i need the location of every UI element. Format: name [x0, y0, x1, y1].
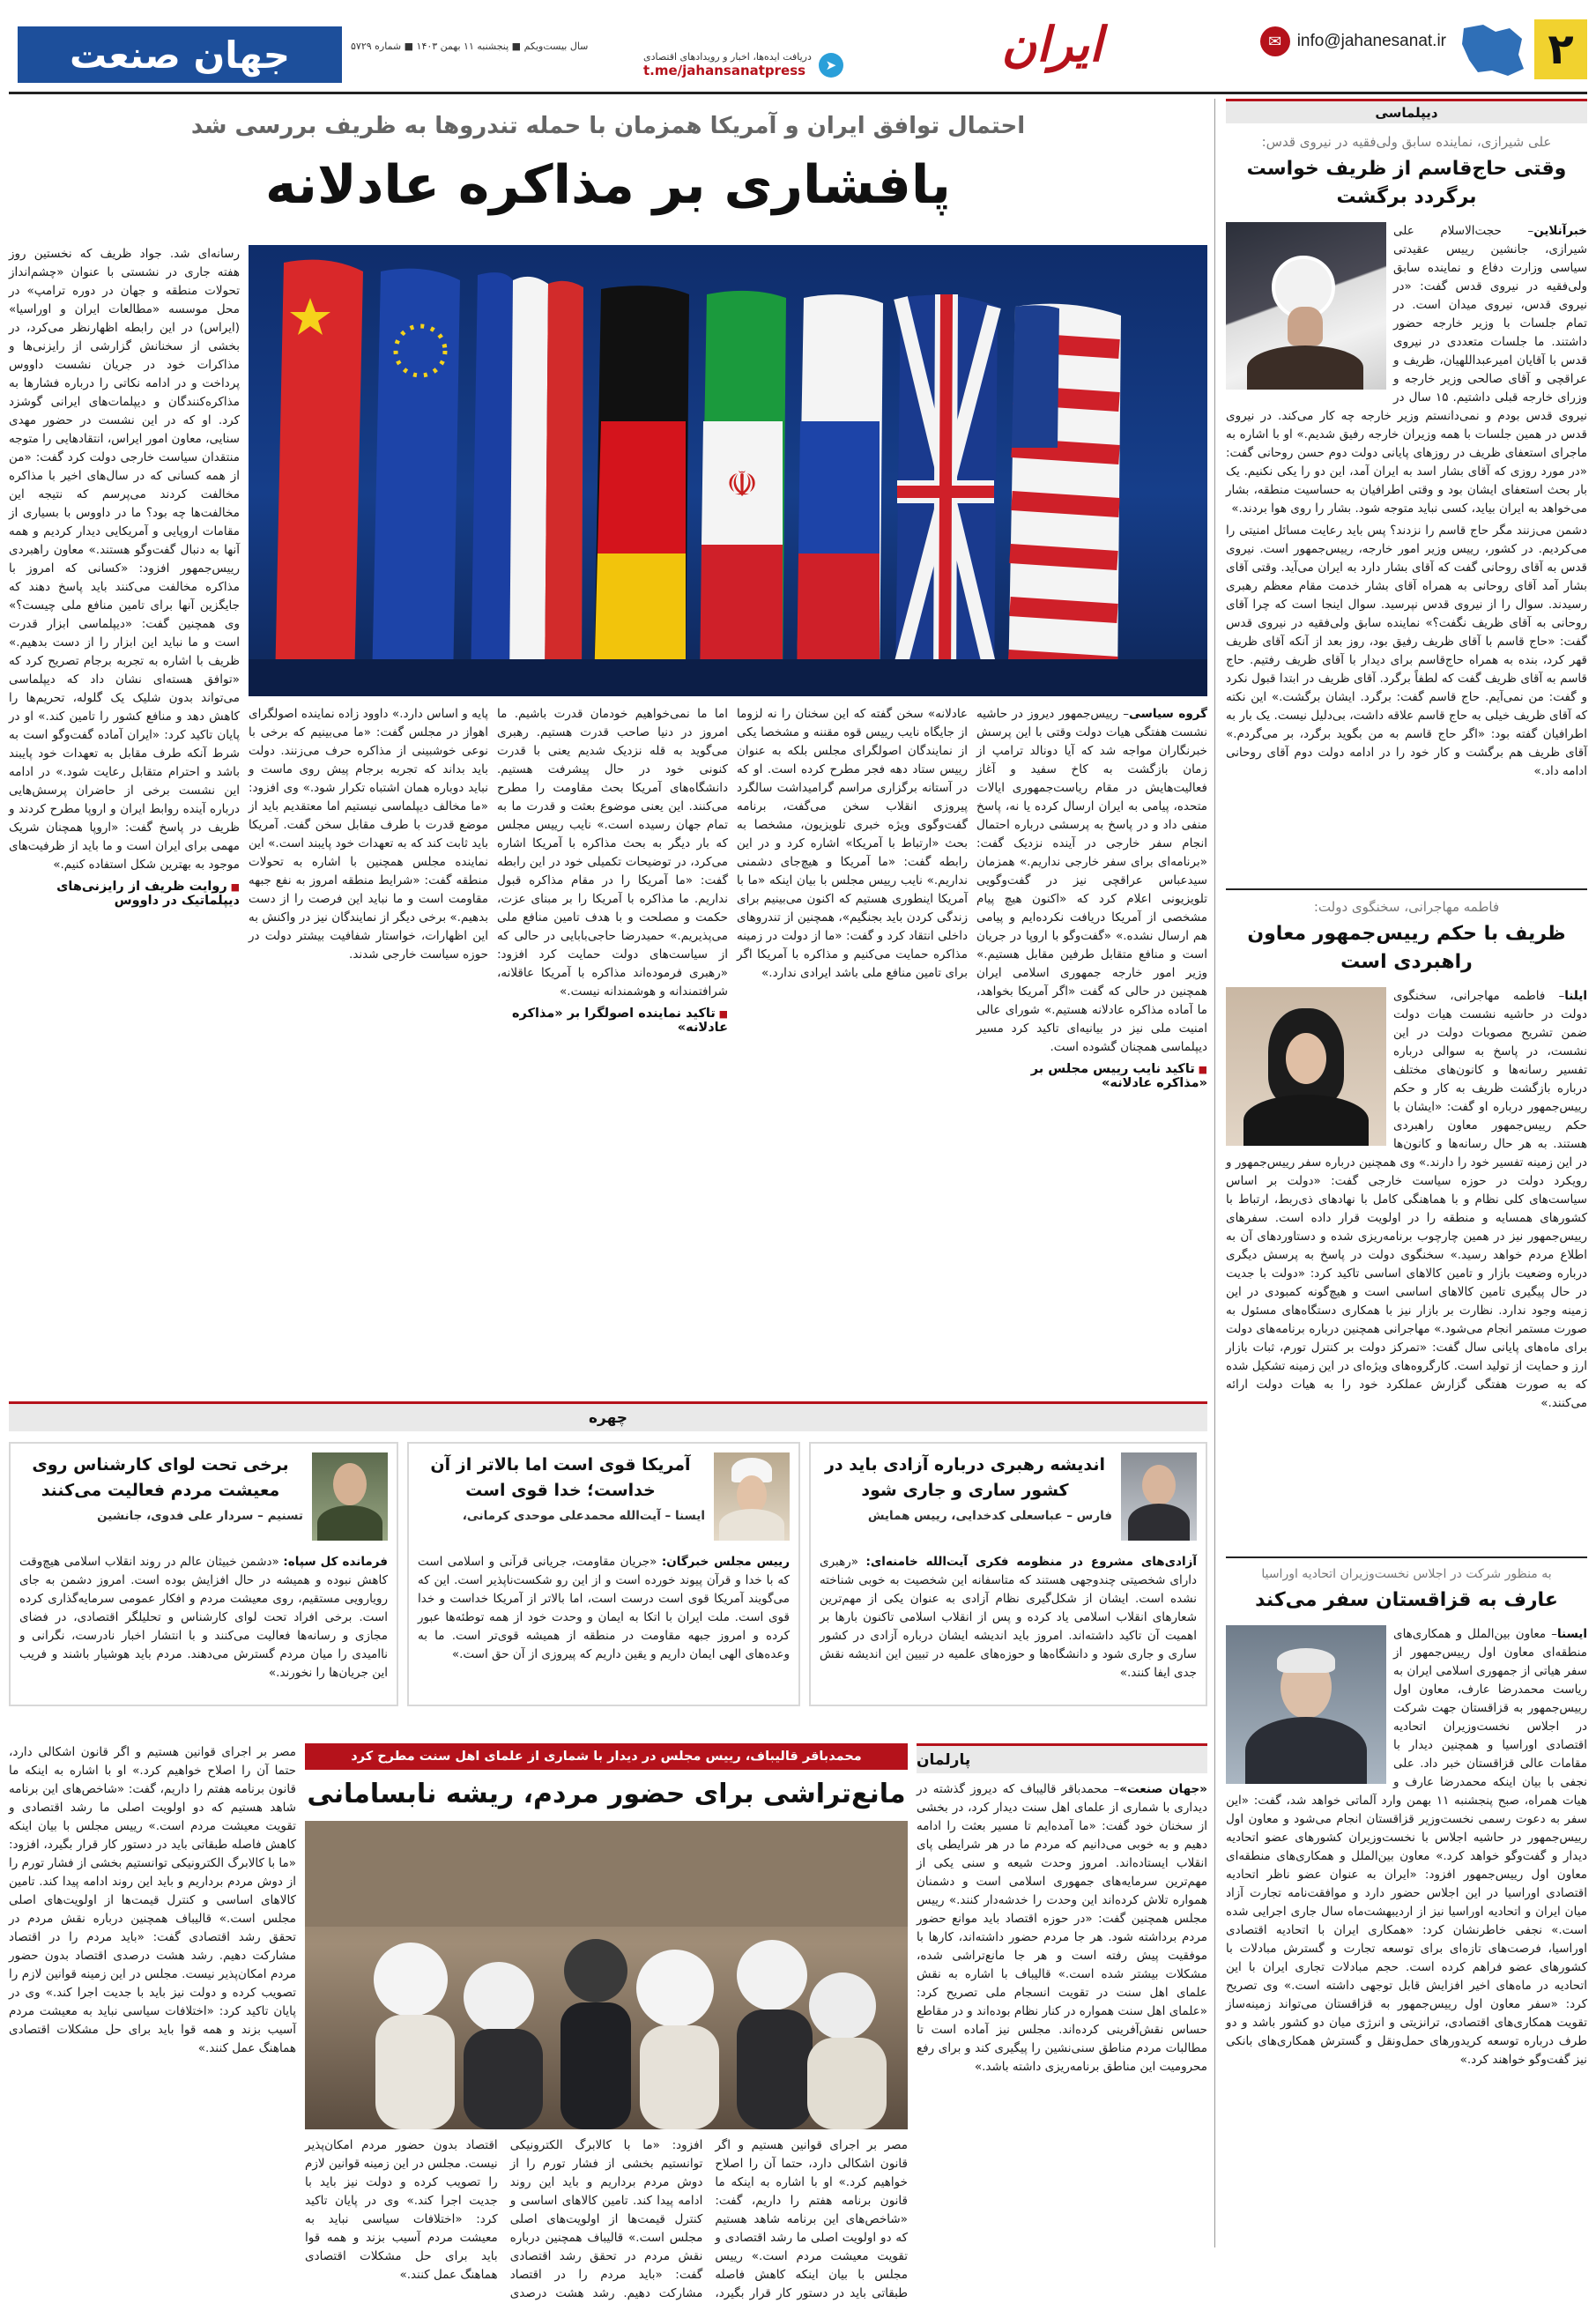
mohajerani-photo	[1226, 987, 1386, 1146]
parliament-lower-text-body: مصر بر اجرای قوانین هستیم و اگر قانون اشکالی دارد، حتما آن را اصلاح خواهیم کرد.» او با اشاره به اینکه ما قانون برنامه هفتم را داریم، گفت: «شاخص‌های این برنامه شاهد هستیم که دو اولویت اصلی ما رشد اقتصادی و تقویت معیشت مردم است.» رییس مجلس با بیان اینکه کاهش فاصله طبقاتی باید در دستور کار قرار بگیرد، افزود: «ما با کالابرگ الکترونیکی توانستیم بخشی از فشار تورم را از دوش مردم برداریم و باید این روند ادامه پیدا کند. تامین کالاهای اساسی و کنترل قیمت‌ها از اولویت‌های اصلی مجلس است.» قالیباف همچنین درباره نقش مردم در تحقق رشد اقتصادی گفت: «باید مردم را در اقتصاد مشارکت دهیم. رشد هشت درصدی اقتصاد بدون حضور مردم امکان‌پذیر نیست. مجلس در این زمینه قوانین لازم را تصویب کرده و دولت نیز باید با جدیت اجرا کند.» وی در پایان تاکید کرد: «اختلافات سیاسی نباید به معیشت مردم آسیب بزند و همه قوا باید برای حل مشکلات اقتصادی هماهنگ عمل کنند.»	[305, 2138, 908, 2300]
aref-photo	[1226, 1625, 1386, 1784]
email-text[interactable]: info@jahanesanat.ir	[1296, 32, 1446, 50]
page-number-box	[1534, 19, 1587, 79]
face-card-1-photo	[1121, 1452, 1197, 1541]
mohajerani-section	[1226, 888, 1587, 1551]
main-col-2	[737, 705, 968, 1366]
parliament-photo	[305, 1821, 908, 2129]
main-subhead-1: ■ تاکید نایب رییس مجلس بر «مذاکره عادلانه»	[976, 1062, 1207, 1090]
diplomacy-title: وقتی حاج‌قاسم از ظریف خواست برگردد برگشت	[1246, 158, 1567, 208]
face-card-3-lead: فرمانده کل سپاه:	[283, 1555, 388, 1569]
main-col-4-text: پایه و اساس دارد.» داوود زاده نماینده اصولگرای اهواز در مجلس گفت: «ما می‌بینیم که برخی با نوعی خوشبینی از مذاکره حرف می‌زنند. دولت باید بداند که تجربه برجام پیش روی ماست و نباید دوباره همان اشتباه تکرار شود.» وی افزود: «ما مخالف دیپلماسی نیستیم اما معتقدیم باید از موضع قدرت با طرف مقابل سخن گفت. آمریکا باید ثابت کند که به تعهدات خود پایبند است.» این نماینده مجلس همچنین با اشاره به تحولات منطقه گفت: «شرایط منطقه امروز به نفع جبهه مقاومت است و ما نباید این فرصت را از دست بدهیم.» برخی دیگر از نمایندگان نیز در واکنش به این اظهارات، خواستار شفافیت بیشتر دولت در حوزه سیاست خارجی شدند.	[249, 707, 488, 962]
face-card-1-lead: آزادی‌های مشروع در منظومه فکری آیت‌الله خامنه‌ای:	[865, 1555, 1197, 1569]
face-card-3-photo	[312, 1452, 388, 1541]
main-subhead-2: ■ تاکید نماینده اصولگرا بر «مذاکره عادلانه»	[497, 1007, 728, 1035]
face-card-2-photo	[714, 1452, 790, 1541]
face-card-3-body: «دشمن خبیثان عالم در روند انقلاب اسلامی هیچ‌وقت کاهش نبوده و همیشه در حال افزایش بوده است. امروز دشمن به جای رویارویی مستقیم، روی معیشت مردم و افکار عمومی سرمایه‌گذاری کرده است. برخی افراد تحت لوای کارشناس و تحلیلگر اقتصادی، در فضای مجازی و رسانه‌ها فعالیت می‌کنند و با انتشار اخبار نادرست، نگرانی و ناامیدی را میان مردم گسترش می‌دهند. مردم باید هوشیار باشند و فریب این جریان‌ها را نخورند.»	[19, 1555, 388, 1680]
page-header	[0, 0, 1596, 88]
parliament-illustration	[305, 1821, 908, 2129]
faces-label: چهره	[9, 1401, 1207, 1431]
svg-text:☫: ☫	[726, 464, 758, 505]
face-card-2-lead: رییس مجلس خبرگان:	[661, 1555, 791, 1569]
masthead-title: جهان صنعت	[69, 33, 291, 77]
parliament-col-right	[917, 1780, 1207, 2247]
diplomacy-kicker: علی شیرازی، نماینده سابق ولی‌فقیه در نیروی قدس:	[1261, 134, 1552, 150]
email-block	[1260, 26, 1446, 56]
main-col-4	[249, 705, 488, 1366]
aref-kicker: به منظور شرکت در اجلاس نخست‌وزیران اتحادیه اوراسیا	[1261, 1567, 1552, 1581]
face-card-1-title: اندیشه رهبری درباره آزادی باید در کشور ساری و جاری شود	[824, 1455, 1106, 1500]
main-col-3	[497, 705, 728, 1366]
main-col-2-text: عادلانه» سخن گفته که این سخنان را نه لزوما از جایگاه نایب رییس قوه مقننه و مشخصا یکی از نمایندگان اصولگرای مجلس بلکه به عنوان رییس ستاد دهه فجر مطرح کرده است. او که در آستانه برگزاری مراسم گرامیداشت سالگرد پیروزی انقلاب سخن می‌گفت، برنامه گفت‌وگوی ویژه خبری تلویزیون، مشخصا به بحث «ارتباط با آمریکا» اشاره کرد و در این رابطه گفت: «ما آمریکا و هیچ‌جای دشمنی نداریم.» نایب رییس مجلس با بیان اینکه «ما با آمریکا اینطوری هستیم که اکنون می‌بینیم برای زندگی کردن باید بجنگیم»، همچنین از تندروهای داخلی انتقاد کرد و گفت: «ما از دولت در زمینه مذاکره حمایت می‌کنیم و مذاکره با آمریکا اگر برای تامین منافع ملی باشد ایرادی ندارد.»	[737, 707, 968, 980]
masthead	[18, 26, 342, 83]
parliament-label-box	[917, 1743, 1207, 1773]
face-card-2-source: ایسنا – آیت‌الله محمدعلی موحدی کرمانی،	[462, 1509, 705, 1523]
flags-photo	[249, 245, 1207, 696]
main-col-5-text: رسانه‌ای شد. جواد ظریف که نخستین روز هفته جاری در نشستی با عنوان «چشم‌انداز تحولات منطقه و جهان در دوره ترامپ» در محل موسسه «مطالعات ایران و اوراسیا» (ایراس) در این رابطه اظهارنظر می‌کرد، در بخشی از سخنانش گزارشی از رایزنی‌ها و مذاکرات خود در جریان نشست داووس پرداخت و در ادامه نکاتی را درباره فشارها به مذاکره‌کنندگان و دیپلمات‌های ایرانی گوشزد کرد. او که در این نشست در حضور مهدی سنایی، معاون امور ایراس، انتقادهایی را متوجه منتقدان سیاست خارجی دولت کرد گفت: «من از همه کسانی که در سال‌های اخیر با مذاکره مخالفت کردند می‌پرسم که نتیجه این مخالفت‌ها چه بود؟ ما در داووس با بسیاری از مقامات اروپایی و آمریکایی دیدار کردیم و همه آنها به دنبال گفت‌وگو هستند.» معاون راهبردی رییس‌جمهور افزود: «کسانی که امروز با مذاکره مخالفت می‌کنند باید پاسخ دهند که جایگزین آنها برای تامین منافع ملی چیست؟» وی همچنین گفت: «دیپلماسی ابزار قدرت است و ما نباید این ابزار را از دست بدهیم.» ظریف با اشاره به تجربه برجام تصریح کرد که «توافق هسته‌ای نشان داد که دیپلماسی می‌تواند بدون شلیک یک گلوله، تحریم‌ها را کاهش دهد و منافع کشور را تامین کند.» او در پایان تاکید کرد: «ایران آماده گفت‌وگو است به شرط آنکه طرف مقابل به تعهدات خود پایبند باشد و احترام متقابل رعایت شود.» در ادامه این نشست برخی از حاضران پرسش‌هایی درباره آینده روابط ایران و اروپا مطرح کردند و ظریف در پاسخ گفت: «اروپا همچنان شریک مهمی برای ایران است و ما باید از ظرفیت‌های موجود به بهترین شکل استفاده کنیم.»	[9, 247, 240, 872]
parliament-col-left-text: مصر بر اجرای قوانین هستیم و اگر قانون اشکالی دارد، حتما آن را اصلاح خواهیم کرد.» او با اشاره به اینکه ما قانون برنامه هفتم را داریم، گفت: «شاخص‌های این برنامه شاهد هستیم که دو اولویت اصلی ما رشد اقتصادی و تقویت معیشت مردم است.» رییس مجلس با بیان اینکه کاهش فاصله طبقاتی باید در دستور کار قرار بگیرد، افزود: «ما با کالابرگ الکترونیکی توانستیم بخشی از فشار تورم را از دوش مردم برداریم و باید این روند ادامه پیدا کند. تامین کالاهای اساسی و کنترل قیمت‌ها از اولویت‌های اصلی مجلس است.» قالیباف همچنین درباره نقش مردم در تحقق رشد اقتصادی گفت: «باید مردم را در اقتصاد مشارکت دهیم. رشد هشت درصدی اقتصاد بدون حضور مردم امکان‌پذیر نیست. مجلس در این زمینه قوانین لازم را تصویب کرده و دولت نیز باید با جدیت اجرا کند.» وی در پایان تاکید کرد: «اختلافات سیاسی نباید به معیشت مردم آسیب بزند و همه قوا باید برای حل مشکلات اقتصادی هماهنگ عمل کنند.»	[9, 1745, 296, 2055]
mohajerani-kicker: فاطمه مهاجرانی، سخنگوی دولت:	[1313, 899, 1500, 915]
face-card-2	[407, 1442, 800, 1706]
aref-title: عارف به قزاقستان سفر می‌کند	[1255, 1589, 1558, 1611]
aref-body: – معاون بین‌الملل و همکاری‌های منطقه‌ای معاون اول رییس‌جمهور از سفر هیاتی از جمهوری اسلامی ایران به ریاست محمدرضا عارف، معاون اول رییس‌جمهور به قزاقستان جهت شرکت در اجلاس نخست‌وزیران اتحادیه اقتصادی اوراسیا و همچنین دیدار با مقامات عالی قزاقستان خبر داد. علی نجفی با بیان اینکه محمدرضا عارف و هیات همراه، صبح پنجشنبه ۱۱ بهمن وارد آلماتی خواهد شد، گفت: «این سفر به دعوت رسمی نخست‌وزیر قزاقستان انجام می‌شود و معاون اول رییس‌جمهور در حاشیه اجلاس با نخست‌وزیران کشورهای عضو اتحادیه دیدار و گفت‌وگو خواهد کرد.» معاون بین‌الملل و همکاری‌های منطقه‌ای معاون اول رییس‌جمهور افزود: «ایران به عنوان عضو ناظر اتحادیه اقتصادی اوراسیا در این اجلاس حضور دارد و موافقت‌نامه تجارت آزاد میان ایران و اتحادیه اوراسیا نیز از اردیبهشت‌ماه سال جاری اجرایی شده است.» نجفی خاطرنشان کرد: «همکاری ایران با اتحادیه اقتصادی اوراسیا، فرصت‌های تازه‌ای برای توسعه تجارت و گسترش مبادلات با کشورهای عضو فراهم کرده است. حجم مبادلات تجاری ایران با این اتحادیه در ماه‌های اخیر افزایش قابل توجهی داشته است.» وی تصریح کرد: «سفر معاون اول رییس‌جمهور به قزاقستان می‌تواند زمینه‌ساز تقویت همکاری‌های اقتصادی، ترانزیتی و انرژی میان دو کشور باشد و دو طرف درباره توسعه کریدورهای حمل‌ونقل و گسترش همکاری‌های بانکی نیز گفت‌وگو خواهند کرد.»	[1226, 1627, 1587, 2067]
header-rule	[9, 92, 1587, 94]
parliament-col-left	[9, 1743, 296, 2247]
face-card-3-source: تسنیم – سردار علی فدوی، جانشین	[97, 1509, 303, 1523]
diplomacy-lead: خبرآنلاین	[1533, 224, 1587, 238]
telegram-text: دریافت ایده‌ها، اخبار و رویدادهای اقتصادی	[643, 51, 812, 63]
parliament-col-right-text: – محمدباقر قالیباف که دیروز گذشته در دیداری با شماری از علمای اهل سنت دیدار کرد، در بخشی از سخنان خود گفت: «ما آمده‌ایم تا مسیر بعثت را ادامه دهیم و به خوبی می‌دانیم که مردم ما در هر شرایطی پای انقلاب ایستاده‌اند. امروز وحدت شیعه و سنی یکی از مهم‌ترین سرمایه‌های جمهوری اسلامی است و دشمنان همواره تلاش کرده‌اند این وحدت را خدشه‌دار کنند.» رییس مجلس همچنین گفت: «در حوزه اقتصاد باید موانع حضور مردم برداشته شود. هر جا مردم حضور داشته‌اند، کارها با موفقیت پیش رفته است و هر جا مانع‌تراشی شده، مشکلات بیشتر شده است.» قالیباف با اشاره به نقش علمای اهل سنت در تقویت انسجام ملی تصریح کرد: «علمای اهل سنت همواره در کنار نظام بوده‌اند و در مقاطع حساس نقش‌آفرینی کرده‌اند. مجلس نیز آماده است تا مطالبات مردم مناطق سنی‌نشین را پیگیری کند و برای رفع محرومیت این مناطق برنامه‌ریزی داشته باشد.»	[917, 1782, 1207, 2074]
page-number: ۲	[1548, 25, 1574, 74]
main-col-1	[976, 705, 1207, 1366]
face-card-3	[9, 1442, 398, 1706]
face-card-1	[809, 1442, 1207, 1706]
diplomacy-section	[1226, 99, 1587, 883]
mohajerani-title: ظریف با حکم رییس‌جمهور معاون راهبردی است	[1247, 923, 1566, 973]
parliament-lower-text	[305, 2136, 908, 2300]
telegram-link[interactable]: t.me/jahansanatpress	[643, 63, 806, 78]
diplomacy-body-2: دشمن می‌زنند مگر حاج قاسم را نزدند؟ پس باید رعایت مسائل امنیتی را می‌کردیم. در کشور، رییس وزیر امور خارجه، رییس‌جمهور است. نیروی قدس به آقای روحانی گفت که آقای بشار دارد به ایران می‌آید. وقتی آقای بشار آمد آقای روحانی به همراه آقای بشار خدمت مقام معظم رهبری رسیدند. سوال را از نیروی قدس نپرسید. سوال اینجا است که چرا آقای روحانی به آقای ظریف نگفت؟» نماینده سابق ولی‌فقیه در نیروی قدس گفت: «حاج قاسم با آقای ظریف رفیق بود، روز بعد از آنکه آقای ظریف قهر کرد، بنده به همراه حاج‌قاسم برای دیدار با آقای ظریف رفتیم. حاج قاسم به آقای ظریف گفت که لطفاً برگرد. آقای ظریف در ابتدا قبول نکرد و گفت: من نمی‌آیم. حاج قاسم گفت: برگرد. ایشان برگشت.» این نکته که آقای ظریف خیلی به حاج قاسم علاقه داشت، بی‌دلیل نیست. یک بار به اطرافیان گفته بود: «اگر حاج قاسم به من بگوید برگرد، بر می‌گردم.» آقای ظریف هم برگشت و کار خود را در ادامه دولت دوم آقای روحانی ادامه داد.»	[1226, 524, 1587, 778]
flags-illustration	[249, 245, 1207, 696]
diplomacy-photo	[1226, 222, 1386, 390]
parliament-label: پارلمان	[917, 1750, 971, 1769]
main-col-1-text: – رییس‌جمهور دیروز در حاشیه نشست هفتگی هیات دولت وقتی با این پرسش خبرنگاران مواجه شد که آیا دونالد ترامپ از زمان بازگشت به کاخ سفید و آغاز فعالیت‌هایش در مقام ریاست‌جمهوری ایالات متحده، پیامی به ایران ارسال کرده یا نه، پاسخ منفی داد و در پاسخ به پرسشی درباره احتمال انجام سفر خارجی در آینده نزدیک گفت: «برنامه‌ای برای سفر خارجی نداریم.» همزمان سیدعباس عراقچی نیز در گفت‌وگویی تلویزیونی اعلام کرد که «اکنون هیچ پیام مشخصی از آمریکا دریافت نکرده‌ایم و پیامی هم ارسال نشده.» «گفت‌وگو با اروپا در جریان است و منافع متقابل طرفین مقابل هستیم.» وزیر امور خارجه جمهوری اسلامی ایران همچنین در حالی که گفت «اگر آمریکا بخواهد، ما آماده مذاکره عادلانه هستیم.» شورای عالی امنیت ملی نیز در بیانیه‌ای تاکید کرد مسیر دیپلماسی همچنان گشوده است.	[976, 707, 1207, 1054]
face-card-1-source: فارس – عباسعلی کدخدایی، رییس همایش	[867, 1509, 1112, 1523]
issue-info: سال بیست‌ویکم ■ پنجشنبه ۱۱ بهمن ۱۴۰۳ ■ شماره ۵۷۲۹	[351, 41, 589, 52]
section-name: ایران	[1001, 16, 1102, 72]
diplomacy-body-1: – حجت‌الاسلام علی شیرازی، جانشین رییس عقیدتی سیاسی وزارت دفاع و نماینده سابق ولی‌فقیه در نیروی قدس گفت: «در نیروی قدس، نیروی میدان است. در تمام جلسات با وزیر خارجه حضور داشتند. ما جلسات متعددی در نیروی قدس با آقایان امیرعبداللهیان، ظریف و عراقچی و آقای صالحی وزیر خارجه و وزرای خارجه قبلی داشتیم. ۱۵ سال در نیروی قدس بودم و نمی‌دانستم وزیر خارجه چه کار می‌کند. در نیروی قدس در همین جلسات با همه وزیران خارجه رفیق شدیم.» او با اشاره به ماجرای استعفای ظریف در روزهای پایانی دولت دوم حسن روحانی گفت: «در مورد روزی که آقای بشار اسد به ایران آمد، این دو را یکی نکنیم. یک بار بحث استعفای ایشان بود و وقتی اطرافیان به حساسیت منطقه، بشار می‌خواهد به ایران بیاید، کسی نباید متوجه شود. بشار را روی هوا بردند.»	[1226, 224, 1587, 516]
face-card-3-title: برخی تحت لوای کارشناس روی معیشت مردم فعالیت می‌کنند	[32, 1455, 289, 1500]
envelope-icon: ✉	[1260, 26, 1290, 56]
column-divider	[1214, 99, 1215, 2247]
telegram-icon: ➤	[819, 53, 843, 78]
main-title: پافشاری بر مذاکره عادلانه	[265, 154, 951, 216]
main-col-5	[9, 245, 240, 1366]
main-kicker: احتمال توافق ایران و آمریکا همزمان با حمله تندروها به ظریف بررسی شد	[190, 113, 1026, 139]
face-card-2-body: «جریان مقاومت، جریانی قرآنی و اسلامی است که با خدا و قرآن پیوند خورده است و از این رو شکست‌ناپذیر است. این که می‌گویند آمریکا قوی است درست است، اما بالاتر از آمریکا خداست و خدا قوی است. ملت ایران با اتکا به ایمان و وحدت خود از همه توطئه‌ها عبور کرده و امروز جبهه مقاومت در منطقه از همیشه قوی‌تر است. ما به وعده‌های الهی ایمان داریم و یقین داریم که پیروزی از آن حق است.»	[418, 1555, 790, 1661]
main-col-3-text: اما ما نمی‌خواهیم خودمان قدرت باشیم. ما امروز در دنیا صاحب قدرت هستیم. رهبری می‌گوید به قله نزدیک شدیم یعنی با قدرت کنونی خود در حال پیشرفت هستیم. دانشگاه‌های آمریکا بحث مقاومت را مطرح می‌کنند. این یعنی موضوع بعثت و قدرت ما به تمام جهان رسیده است.» نایب رییس مجلس که بار دیگر به بحث مذاکره با آمریکا اشاره می‌کرد، در توضیحات تکمیلی خود در این رابطه گفت: «ما آمریکا را در مقام مذاکره قبول نداریم. ما مذاکره با آمریکا را بر مبنای عزت، حکمت و مصلحت و با هدف تامین منافع ملی می‌پذیریم.» حمیدرضا حاجی‌بابایی در حالی که از سیاست‌های دولت حمایت کرد افزود: «رهبری فرموده‌اند مذاکره با آمریکا عاقلانه، شرافتمندانه و هوشمندانه نیست.»	[497, 707, 728, 999]
parliament-title: مانع‌تراشی برای حضور مردم، ریشه نابسامانی	[307, 1779, 906, 1809]
mohajerani-body: – فاطمه مهاجرانی، سخنگوی دولت در حاشیه نشست هیات دولت ضمن تشریح مصوبات دولت در این نشست، در پاسخ به سوالی درباره تفسیر رسانه‌ها و کانون‌های مختلف درباره بازگشت ظریف به کار و حکم رییس‌جمهور درباره او گفت: «ایشان با حکم رییس‌جمهور معاون راهبردی هستند. به هر حال رسانه‌ها و کانون‌ها در این زمینه تفسیر خود را دارند.» وی همچنین درباره سفر رییس‌جمهور و رویکرد دولت در حوزه سیاست خارجی گفت: «دولت بر اساس سیاست‌های کلی نظام و با هماهنگی کامل با نهادهای ذی‌ربط، ارتباط با کشورهای همسایه و منطقه را در اولویت قرار داده است. سفرهای رییس‌جمهور نیز در همین چارچوب برنامه‌ریزی شده و دستاوردهای آن به اطلاع مردم خواهد رسید.» سخنگوی دولت در پاسخ به پرسش دیگری درباره وضعیت بازار و تامین کالاهای اساسی تاکید کرد: «دولت با جدیت در حال پیگیری تامین کالاهای اساسی است و هیچ‌گونه کمبودی در این زمینه وجود ندارد. نظارت بر بازار نیز با همکاری دستگاه‌های مسئول به صورت مستمر انجام می‌شود.» مهاجرانی همچنین درباره برنامه‌های دولت برای ماه‌های پایانی سال گفت: «تمرکز دولت بر کنترل تورم، ثبات بازار ارز و حمایت از تولید است. کارگروه‌های ویژه‌ای در این زمینه تشکیل شده که به صورت هفتگی گزارش عملکرد خود را به هیات دولت ارائه می‌کنند.»	[1226, 989, 1587, 1410]
parliament-kicker-bar	[305, 1743, 908, 1770]
parliament-kicker: محمدباقر قالیباف، رییس مجلس در دیدار با شماری از علمای اهل سنت مطرح کرد	[351, 1750, 862, 1764]
iran-map-icon	[1457, 19, 1527, 81]
aref-lead: ایسنا	[1556, 1627, 1587, 1641]
main-subhead-3: ■ روایت ظریف از رایزنی‌های دیپلماتیک در داووس	[9, 880, 240, 908]
face-card-2-title: آمریکا قوی است اما بالاتر از آن خداست؛ خدا قوی است	[430, 1455, 691, 1500]
mohajerani-lead: ایلنا	[1564, 989, 1587, 1003]
diplomacy-label: دیپلماسی	[1226, 99, 1587, 123]
face-card-1-body: «رهبری دارای شخصیتی چندوجهی هستند که متاسفانه این شخصیت به خوبی شناخته نشده است. ایشان از شکل‌گیری نظام آزادی به عنوان یکی از مهم‌ترین شعارهای انقلاب اسلامی یاد کرده و پس از انقلاب اسلامی تاکنون بارها بر اهمیت آن تاکید داشته‌اند. امروز باید اندیشه ایشان درباره آزادی در کشور ساری و جاری شود و دانشگاه‌ها و حوزه‌های علمیه در تبیین این اندیشه نقش جدی ایفا کنند.»	[820, 1555, 1197, 1680]
aref-section	[1226, 1556, 1587, 2247]
parliament-lead: «جهان صنعت»	[1119, 1782, 1207, 1796]
telegram-block	[643, 51, 843, 78]
main-lead: گروه سیاسی	[1128, 707, 1207, 721]
